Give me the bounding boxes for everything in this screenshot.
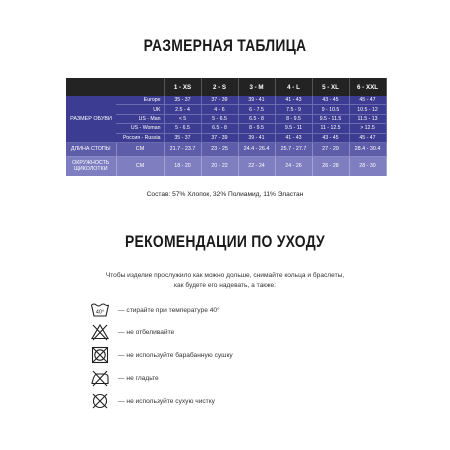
table-cell: 8 - 9.5	[275, 114, 312, 123]
table-cell: 9 - 10.5	[312, 105, 349, 114]
table-cell: 27 - 29	[312, 142, 349, 156]
table-cell: 41 - 43	[275, 133, 312, 142]
table-cell: 7.5 - 9	[275, 105, 312, 114]
care-intro	[0, 271, 450, 290]
table-cell: 24.4 - 26.4	[238, 142, 275, 156]
header-blank-cell	[66, 78, 164, 96]
table-cell: 37 - 39	[201, 96, 238, 105]
table-cell: 9.5 - 11	[275, 124, 312, 133]
table-cell: 23 - 25	[201, 142, 238, 156]
wash-temp-label: 40°	[95, 309, 105, 316]
care-text: — не гладьте	[118, 374, 159, 382]
table-cell: 28 - 30	[349, 156, 386, 176]
care-text: — не отбеливайте	[118, 328, 175, 336]
table-cell: 5 - 6.5	[164, 124, 201, 133]
table-cell: 26 - 28	[312, 156, 349, 176]
size-header-cell: 1 - XS	[164, 78, 201, 96]
size-header-cell: 2 - S	[201, 78, 238, 96]
table-cell: 45 - 47	[349, 133, 386, 142]
size-header-cell: 3 - M	[238, 78, 275, 96]
table-cell: 5 - 6.5	[201, 114, 238, 123]
size-header-cell: 5 - XL	[312, 78, 349, 96]
no-iron-icon	[90, 368, 110, 388]
size-table-title: РАЗМЕРНАЯ ТАБЛИЦА	[143, 36, 307, 55]
foot-length-row	[66, 142, 386, 156]
care-text: — стирайте при температуре 40°	[118, 306, 220, 314]
shoe-system-label: UK	[116, 105, 164, 114]
intro-line: как будете его надевать, а также:	[173, 281, 277, 289]
care-item	[90, 345, 233, 365]
table-cell: 10.5 - 12	[349, 105, 386, 114]
no-tumble-dry-icon	[90, 345, 110, 365]
table-cell: 20 - 22	[201, 156, 238, 176]
shoe-size-label: РАЗМЕР ОБУВИ	[66, 96, 116, 142]
table-cell: 37 - 39	[201, 133, 238, 142]
table-cell: 41 - 43	[275, 96, 312, 105]
unit-cell: CM	[116, 142, 164, 156]
table-cell: 21.7 - 23.7	[164, 142, 201, 156]
care-text: — не используйте сухую чистку	[118, 397, 215, 405]
label-line: ОКРУЖНОСТЬ	[72, 160, 110, 167]
unit-cell: CM	[116, 156, 164, 176]
size-header-row	[66, 78, 386, 96]
table-cell: 25.7 - 27.7	[275, 142, 312, 156]
table-cell: 9.5 - 11.5	[312, 114, 349, 123]
table-cell: 43 - 45	[312, 133, 349, 142]
intro-line: Чтобы изделие прослужило как можно дольше, снимайте кольца и браслеты,	[105, 272, 345, 279]
table-cell: 35 - 37	[164, 133, 201, 142]
care-title: РЕКОМЕНДАЦИИ ПО УХОДУ	[125, 232, 325, 251]
shoe-system-label: US - Man	[116, 114, 164, 123]
table-cell: 6.5 - 8	[238, 114, 275, 123]
table-cell: < 5	[164, 114, 201, 123]
table-cell: 45 - 47	[349, 96, 386, 105]
table-cell: 22 - 24	[238, 156, 275, 176]
care-text: — не используйте барабанную сушку	[118, 351, 233, 359]
wash-40-icon	[90, 300, 110, 320]
table-cell: 24 - 26	[275, 156, 312, 176]
table-cell: 35 - 37	[164, 96, 201, 105]
shoe-system-label: US - Woman	[116, 124, 164, 133]
size-header-cell: 6 - XXL	[349, 78, 386, 96]
composition-text: Состав: 57% Хлопок, 32% Полиамид, 11% Эластан	[146, 191, 304, 198]
no-dry-clean-icon	[90, 391, 110, 411]
size-header-cell: 4 - L	[275, 78, 312, 96]
label-line: ЩИКОЛОТКИ	[73, 166, 108, 173]
table-cell: 18 - 20	[164, 156, 201, 176]
table-cell: 28.4 - 30.4	[349, 142, 386, 156]
table-cell: 6 - 7.5	[238, 105, 275, 114]
care-item	[90, 391, 215, 411]
table-cell: 39 - 41	[238, 96, 275, 105]
table-cell: 43 - 45	[312, 96, 349, 105]
ankle-circumference-label	[66, 156, 116, 176]
size-table	[66, 78, 387, 176]
care-item	[90, 322, 174, 342]
table-cell: 11 - 12.5	[312, 124, 349, 133]
shoe-row-europe	[66, 96, 386, 105]
table-cell: 2.5 - 4	[164, 105, 201, 114]
table-cell: 11.5 - 13	[349, 114, 386, 123]
care-item	[90, 300, 220, 320]
table-cell: 39 - 41	[238, 133, 275, 142]
care-item	[90, 368, 159, 388]
table-cell: > 12.5	[349, 124, 386, 133]
shoe-system-label: Europe	[116, 96, 164, 105]
table-cell: 6.5 - 8	[201, 124, 238, 133]
table-cell: 4 - 6	[201, 105, 238, 114]
no-bleach-icon	[90, 322, 110, 342]
shoe-system-label: Россия - Russia	[116, 133, 164, 142]
foot-length-label: ДЛИНА СТОПЫ	[66, 142, 116, 156]
ankle-circumference-row	[66, 156, 386, 176]
table-cell: 8 - 9.5	[238, 124, 275, 133]
